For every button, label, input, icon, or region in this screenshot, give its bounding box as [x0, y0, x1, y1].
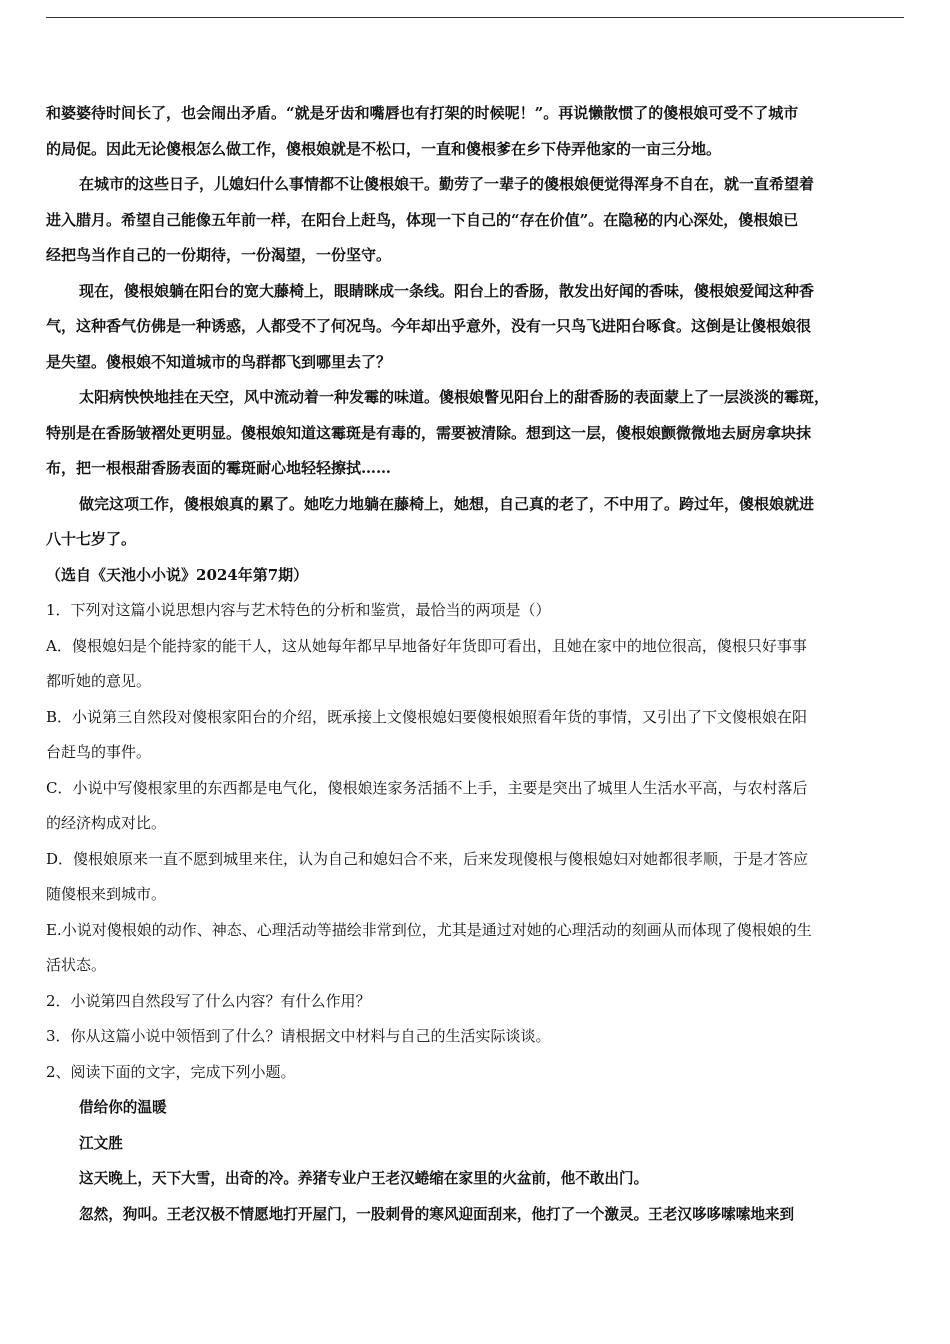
- text-line: 的局促。因此无论傻根怎么做工作，傻根娘就是不松口，一直和傻根爹在乡下侍弄他家的一亩三分地。: [46, 139, 722, 158]
- option-e-cont: 活状态。: [46, 956, 107, 974]
- story-title: 借给你的温暖: [79, 1099, 167, 1116]
- option-c: C．小说中写傻根家里的东西都是电气化，傻根娘连家务活插不上手，主要是突出了城里人生活水平高，与农村落后: [46, 778, 808, 797]
- text-line: 八十七岁了。: [46, 530, 137, 548]
- text-line: 做完这项工作，傻根娘真的累了。她吃力地躺在藤椅上，她想，自己真的老了，不中用了。跨过年，傻根娘就进: [79, 494, 815, 513]
- text-line: 经把鸟当作自己的一份期待，一份渴望，一份坚守。: [46, 246, 392, 264]
- option-c-cont: 的经济构成对比。: [46, 814, 167, 832]
- text-line: 是失望。傻根娘不知道城市的鸟群都飞到哪里去了？: [46, 352, 392, 371]
- question-3: 3．你从这篇小说中领悟到了什么？请根据文中材料与自己的生活实际谈谈。: [46, 1027, 551, 1045]
- section-2-heading: 2、阅读下面的文字，完成下列小题。: [46, 1062, 296, 1081]
- option-b-cont: 台赶鸟的事件。: [46, 743, 152, 761]
- text-line: 布，把一根根甜香肠表面的霉斑耐心地轻轻擦拭……: [46, 459, 392, 477]
- text-line: 气，这种香气仿佛是一种诱惑，人都受不了何况鸟。今年却出乎意外，没有一只鸟飞进阳台啄食。这倒是让傻根娘很: [46, 317, 812, 335]
- story-author: 江文胜: [79, 1134, 123, 1152]
- question-1: 1．下列对这篇小说思想内容与艺术特色的分析和鉴赏，最恰当的两项是（）: [46, 601, 551, 619]
- text-line: 进入腊月。希望自己能像五年前一样，在阳台上赶鸟，体现一下自己的“存在价值”。在隐秘的内心深处，傻根娘已: [46, 210, 799, 229]
- text-line: 特别是在香肠皱褶处更明显。傻根娘知道这霉斑是有毒的，需要被清除。想到这一层，傻根娘颤微微地去厨房拿块抹: [46, 423, 812, 442]
- option-a-cont: 都听她的意见。: [46, 672, 152, 690]
- text-line: 和婆婆待时间长了，也会闹出矛盾。“就是牙齿和嘴唇也有打架的时候呢！”。再说懒散惯了的傻根娘可受不了城市: [46, 104, 799, 122]
- text-line: 现在，傻根娘躺在阳台的宽大藤椅上，眼睛眯成一条线。阳台上的香肠，散发出好闻的香味，傻根娘爱闻这种香: [79, 281, 815, 300]
- text-line: 忽然，狗叫。王老汉极不情愿地打开屋门，一股刺骨的寒风迎面刮来，他打了一个激灵。王老汉哆哆嗦嗦地来到: [79, 1205, 795, 1223]
- source-note: （选自《天池小小说》2024年第7期）: [46, 565, 309, 584]
- question-2: 2．小说第四自然段写了什么内容？有什么作用？: [46, 991, 371, 1010]
- option-d: D．傻根娘原来一直不愿到城里来住，认为自己和媳妇合不来，后来发现傻根与傻根媳妇对她都很孝顺，于是才答应: [46, 849, 809, 868]
- document-body: [46, 96, 906, 1232]
- header-rule: [46, 17, 904, 18]
- option-d-cont: 随傻根来到城市。: [46, 885, 167, 903]
- text-line: 太阳病怏怏地挂在天空，风中流动着一种发霉的味道。傻根娘瞥见阳台上的甜香肠的表面蒙上了一层淡淡的霉斑，: [79, 388, 830, 406]
- text-line: 这天晚上，天下大雪，出奇的冷。养猪专业户王老汉蜷缩在家里的火盆前，他不敢出门。: [79, 1170, 649, 1187]
- option-e: E.小说对傻根娘的动作、神态、心理活动等描绘非常到位，尤其是通过对她的心理活动的刻画从而体现了傻根娘的生: [46, 920, 812, 939]
- text-line: 在城市的这些日子，儿媳妇什么事情都不让傻根娘干。勤劳了一辈子的傻根娘便觉得浑身不自在，就一直希望着: [79, 175, 815, 193]
- option-b: B．小说第三自然段对傻根家阳台的介绍，既承接上文傻根媳妇要傻根娘照看年货的事情，又引出了下文傻根娘在阳: [46, 707, 808, 726]
- option-a: A．傻根媳妇是个能持家的能干人，这从她每年都早早地备好年货即可看出，且她在家中的地位很高，傻根只好事事: [46, 636, 807, 655]
